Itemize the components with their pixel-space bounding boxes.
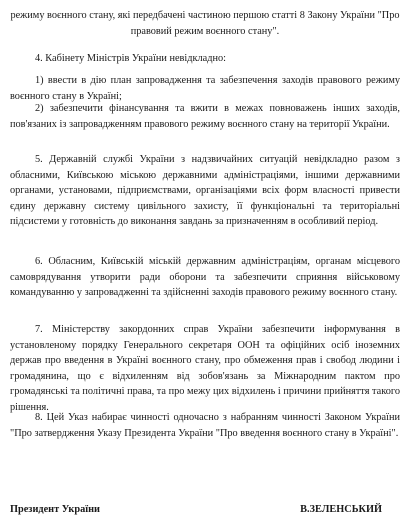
signature-title: Президент України [10, 504, 100, 515]
paragraph-item-6: 6. Обласним, Київській міській державним адміністраціям, органам місцевого самоврядування утворити ради оборони та забезпечити сприяння військовому командуванню у запровадженні та здійсненні заходів правового режиму воєнного стану. [10, 256, 400, 298]
paragraph-item-4-1: 1) ввести в дію план запровадження та забезпечення заходів правового режиму воєнного стану в Україні; [10, 75, 400, 102]
paragraph-item-7: 7. Міністерству закордонних справ України забезпечити інформування в установленому порядку Генерального секретаря ООН та офіційних осіб іноземних держав про введення в Україні воєнного стану, про обмеження прав і свобод людини і громадянина, що є відхиленням від зобов'язань за Міжнародним пактом про громадянські та політичні права, та про межу цих відхилень і причини прийняття такого рішення. [10, 324, 400, 413]
paragraph-item-5: 5. Державній службі України з надзвичайних ситуацій невідкладно разом з обласними, Київською міською державними адміністраціями, іншими державними органами, установами, підприємствами, організаціями всіх форм власності привести єдину державну систему цивільного захисту, її функціональні та територіальні підсистеми у готовність до виконання завдань за призначенням в особливий період. [10, 154, 400, 227]
paragraph-item-8: 8. Цей Указ набирає чинності одночасно з набранням чинності Законом України "Про затвердження Указу Президента України "Про введення воєнного стану в Україні". [10, 412, 400, 439]
paragraph-item-4: 4. Кабінету Міністрів України невідкладно: [35, 53, 226, 64]
paragraph-item-4-2: 2) забезпечити фінансування та вжити в межах повноважень інших заходів, пов'язаних із запровадженням правового режиму воєнного стану на території України. [10, 103, 400, 130]
paragraph-intro-continuation: режиму воєнного стану, які передбачені частиною першою статті 8 Закону України "Про правовий режим воєнного стану". [10, 10, 400, 37]
signature-name: В.ЗЕЛЕНСЬКИЙ [300, 504, 382, 515]
